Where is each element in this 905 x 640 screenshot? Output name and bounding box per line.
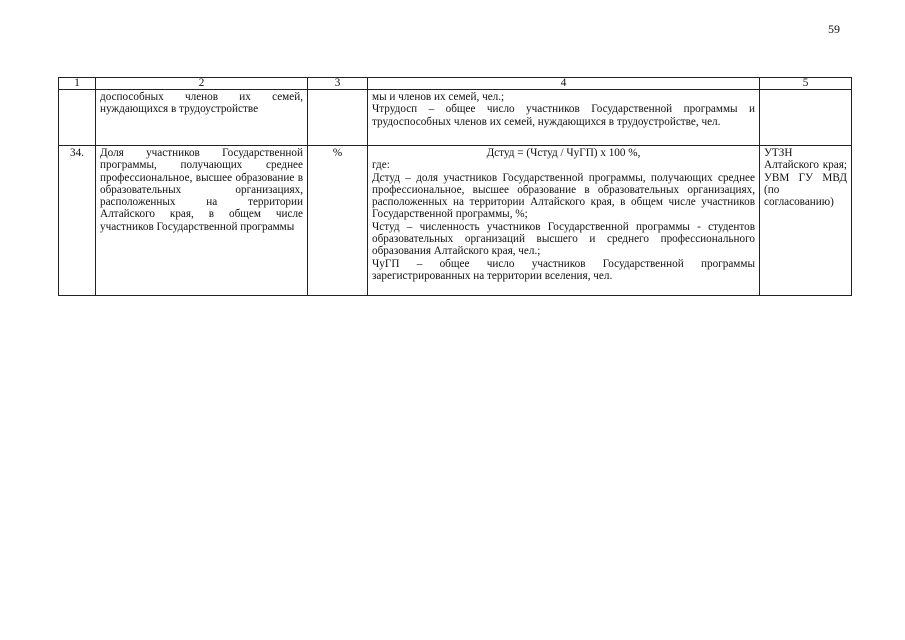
calculation-method [368,90,760,146]
unit: % [308,146,368,296]
responsible [760,90,852,146]
table-header-row [59,78,852,90]
calc-line: Дстуд – доля участников Государственной программы, получающих среднее профессиональное, высшее образование в образовательных организациях, расположенных на территории Алтайского края, в общем числе участников Государственной программы, %; [372,171,755,221]
unit [308,90,368,146]
calc-line: где: [372,159,390,172]
calc-line: мы и членов их семей, чел.; [372,91,505,103]
calc-formula: Дстуд = (Чстуд / ЧуГП) x 100 %, [486,147,641,159]
table-row [59,90,852,146]
header-col-5: 5 [760,78,852,90]
indicators-table [58,77,852,296]
header-col-3: 3 [308,78,368,90]
indicator-name: Доля участников Государственной программы, получающих среднее профессиональное, высшее образование в образовательных организациях, расположенных на территории Алтайского края, в общем числе участников Государственной программы [96,146,308,296]
calculation-method [368,146,760,296]
calc-line: Чтрудосп – общее число участников Государственной программы и трудоспособных членов их семей, нуждающихся в трудоустройстве, чел. [372,103,755,128]
page-number: 59 [828,22,840,36]
row-number: 34. [59,146,96,296]
header-col-2: 2 [96,78,308,90]
table-row [59,146,852,296]
calc-line: ЧуГП – общее число участников Государственной программы зарегистрированных на территории вселения, чел. [372,257,755,282]
indicator-name: доспособных членов их семей, нуждающихся в трудоустройстве [96,90,308,146]
responsible: УТЗН Алтайского края; УВМ ГУ МВД (по согласованию) [760,146,852,296]
header-col-1: 1 [59,78,96,90]
row-number [59,90,96,146]
header-col-4: 4 [368,78,760,90]
calc-line: Чстуд – численность участников Государственной программы - студентов образовательных организаций высшего и среднего профессионального образования Алтайского края, чел.; [372,220,755,258]
